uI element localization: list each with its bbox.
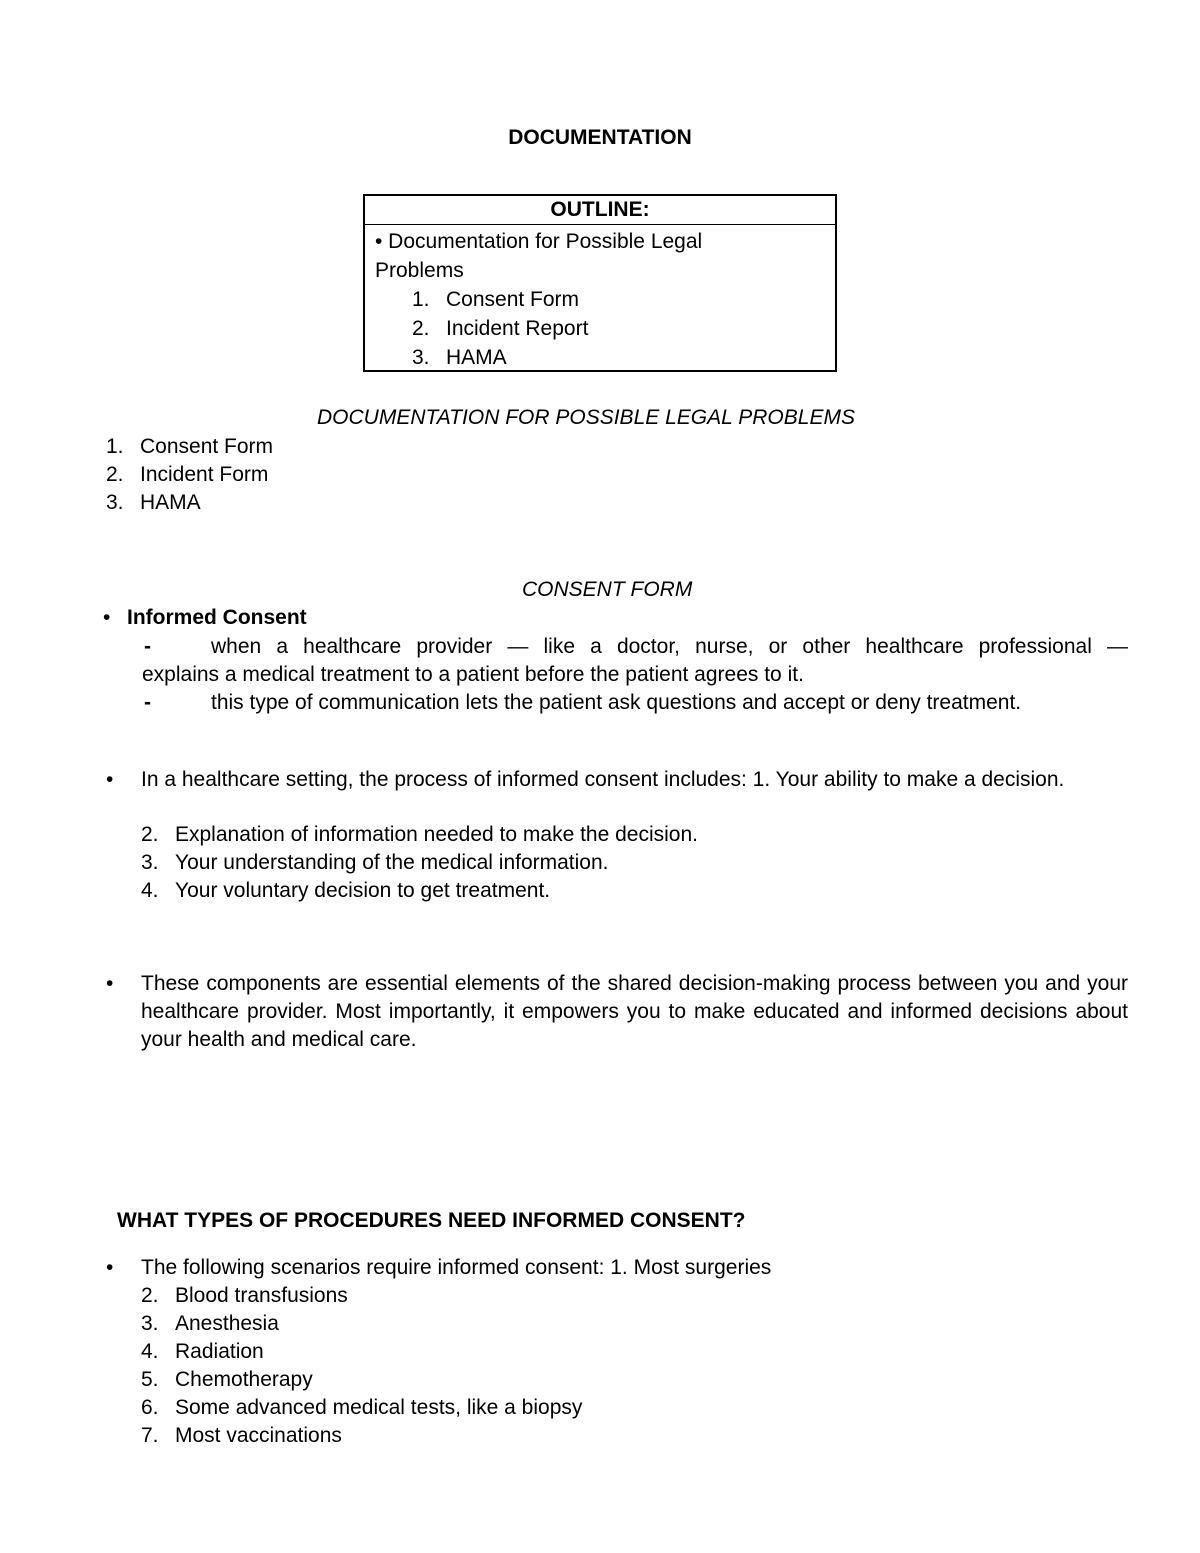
page-title: DOCUMENTATION <box>508 126 692 149</box>
legal-section-heading: DOCUMENTATION FOR POSSIBLE LEGAL PROBLEMS <box>317 406 855 429</box>
procedure-item-text: Some advanced medical tests, like a biopsy <box>175 1396 583 1419</box>
process-item-text: Your understanding of the medical information. <box>175 851 609 874</box>
legal-item-number: 2. <box>106 463 124 486</box>
process-item <box>141 849 609 877</box>
procedures-intro: The following scenarios require informed consent: 1. Most surgeries <box>141 1256 772 1279</box>
procedure-item-number: 6. <box>141 1396 159 1419</box>
dash1-line2: explains a medical treatment to a patient before the patient agrees to it. <box>142 663 804 686</box>
procedure-item-number: 2. <box>141 1284 159 1307</box>
process-item-number: 4. <box>141 879 159 902</box>
procedure-item-text: Anesthesia <box>175 1312 279 1335</box>
legal-item <box>106 433 273 461</box>
legal-item-text: HAMA <box>140 491 201 514</box>
process-item-number: 3. <box>141 851 159 874</box>
outline-item-text: Consent Form <box>446 288 580 311</box>
outline-box <box>363 194 837 372</box>
dash-glyph: - <box>144 691 151 714</box>
process-item-text: Explanation of information needed to make the decision. <box>175 823 699 846</box>
process-item-number: 2. <box>141 823 159 846</box>
legal-item <box>106 461 268 489</box>
bullet-glyph: • <box>106 1256 114 1279</box>
legal-item-number: 3. <box>106 491 124 514</box>
outline-item-number: 1. <box>412 288 430 311</box>
legal-item-text: Incident Form <box>140 463 269 486</box>
consent-section-heading: CONSENT FORM <box>522 578 693 601</box>
procedure-item <box>141 1310 279 1338</box>
legal-item-number: 1. <box>106 435 124 458</box>
process-intro: In a healthcare setting, the process of informed consent includes: 1. Your ability to make a decision. <box>141 768 1065 791</box>
dash-glyph: - <box>144 635 151 658</box>
procedure-item-text: Chemotherapy <box>175 1368 313 1391</box>
process-item <box>141 877 550 905</box>
outline-item-number: 2. <box>412 317 430 340</box>
procedure-item <box>141 1338 264 1366</box>
bullet-glyph: • <box>103 606 111 629</box>
outline-item-number: 3. <box>412 346 430 369</box>
process-item-text: Your voluntary decision to get treatment. <box>175 879 551 902</box>
outline-item <box>412 314 588 343</box>
components-paragraph: These components are essential elements of the shared decision-making process between you and your healthcare provider. Most importantly, it empowers you to make educated and informed decisions about your health and medical care. <box>141 972 1128 1051</box>
procedure-item <box>141 1282 348 1310</box>
procedure-item <box>141 1366 313 1394</box>
outline-item-text: HAMA <box>446 346 507 369</box>
procedure-item-number: 4. <box>141 1340 159 1363</box>
outline-heading: OUTLINE: <box>365 196 835 225</box>
procedure-item-text: Most vaccinations <box>175 1424 342 1447</box>
procedure-item <box>141 1394 582 1422</box>
bullet-glyph: • <box>106 972 114 995</box>
bullet-glyph: • <box>106 768 114 791</box>
legal-item-text: Consent Form <box>140 435 274 458</box>
outline-bullet: • Documentation for Possible Legal <box>375 230 703 253</box>
procedure-item <box>141 1422 342 1450</box>
procedures-heading: WHAT TYPES OF PROCEDURES NEED INFORMED CONSENT? <box>117 1209 746 1232</box>
dash2-text: this type of communication lets the patient ask questions and accept or deny treatment. <box>211 691 1022 714</box>
outline-item-text: Incident Report <box>446 317 589 340</box>
procedure-item-number: 7. <box>141 1424 159 1447</box>
procedure-item-number: 3. <box>141 1312 159 1335</box>
informed-consent-label: Informed Consent <box>127 606 307 629</box>
procedure-item-text: Blood transfusions <box>175 1284 348 1307</box>
procedure-item-text: Radiation <box>175 1340 264 1363</box>
procedure-item-number: 5. <box>141 1368 159 1391</box>
outline-item <box>412 343 507 372</box>
outline-item <box>412 285 579 314</box>
legal-item <box>106 489 201 517</box>
outline-bullet-continued: Problems <box>375 259 464 282</box>
dash1-line1: when a healthcare provider — like a doctor, nurse, or other healthcare professional — <box>211 635 1128 658</box>
process-item <box>141 821 698 849</box>
